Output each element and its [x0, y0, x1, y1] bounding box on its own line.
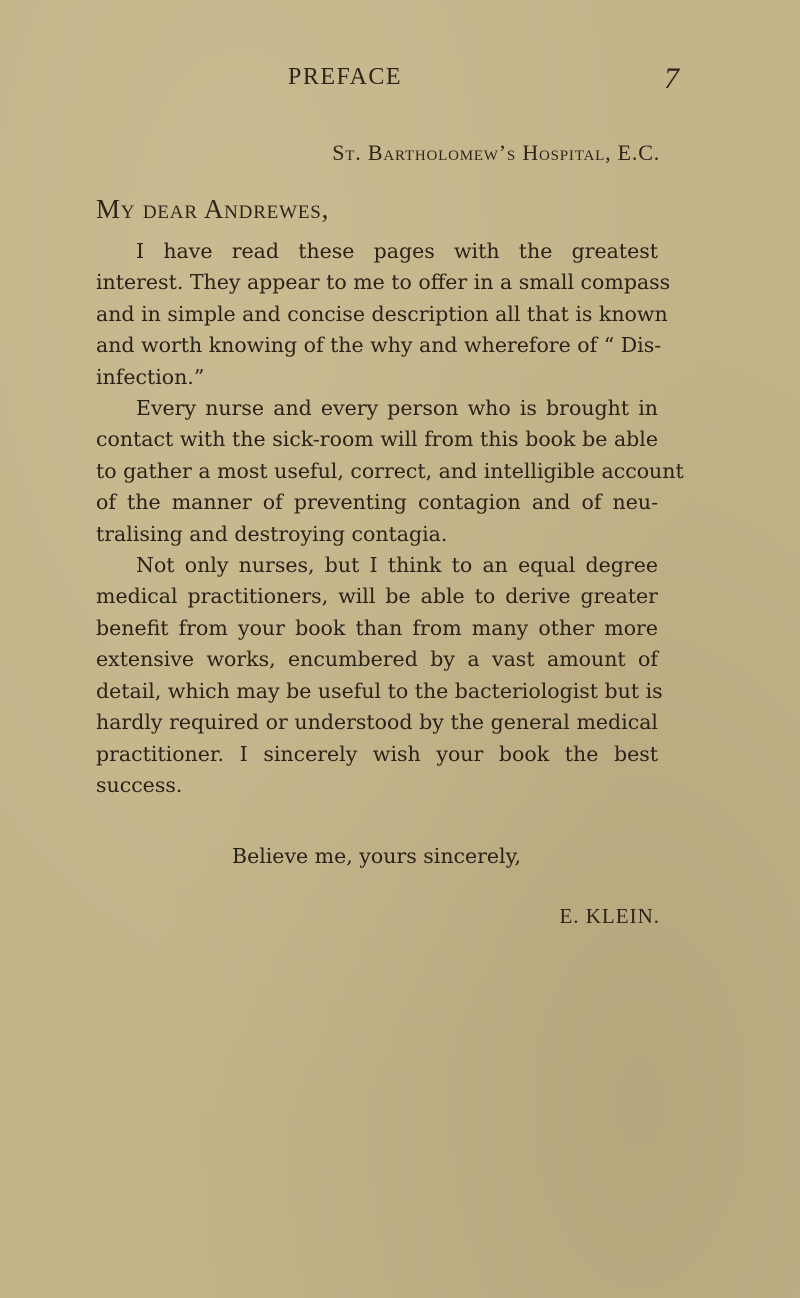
text-line: tralising and destroying contagia. — [96, 521, 448, 546]
letter-address: St. Bartholomew’s Hospital, E.C. — [332, 140, 660, 165]
text-line: of the manner of preventing contagion and of neu- — [96, 490, 658, 515]
text-line: hardly required or understood by the general medical — [96, 710, 658, 735]
text-line: I have read these pages with the greatest — [136, 239, 658, 263]
text-line: infection.” — [96, 364, 205, 389]
text-line: extensive works, encumbered by a vast amount of — [96, 647, 658, 672]
text-line: and worth knowing of the why and wherefore of “ Dis- — [96, 333, 662, 358]
text-line: Every nurse and every person who is brought in — [136, 396, 658, 421]
letter-salutation: My dear Andrewes, — [96, 194, 330, 224]
letter-closing: Believe me, yours sincerely, — [232, 844, 521, 868]
text-line: success. — [96, 772, 183, 797]
text-line: and in simple and concise description all that is known — [96, 301, 668, 326]
paragraph-2 — [96, 393, 684, 550]
text-line: practitioner. I sincerely wish your book the best — [96, 741, 658, 766]
letter-body — [96, 236, 684, 801]
text-line: to gather a most useful, correct, and intelligible account — [96, 458, 684, 483]
paragraph-3 — [96, 550, 663, 801]
letter-signature: E. KLEIN. — [559, 904, 660, 928]
running-header — [0, 60, 800, 100]
text-line: Not only nurses, but I think to an equal degree — [136, 553, 658, 578]
text-line: interest. They appear to me to offer in a small compass — [96, 270, 671, 295]
page-title: PREFACE — [288, 64, 403, 90]
text-line: benefit from your book than from many other more — [96, 615, 658, 640]
text-line: contact with the sick-room will from this book be able — [96, 427, 658, 452]
text-line: medical practitioners, will be able to derive greater — [96, 584, 658, 609]
page-number: 7 — [664, 62, 679, 95]
paragraph-1 — [96, 236, 671, 393]
text-line: detail, which may be useful to the bacteriologist but is — [96, 678, 663, 703]
